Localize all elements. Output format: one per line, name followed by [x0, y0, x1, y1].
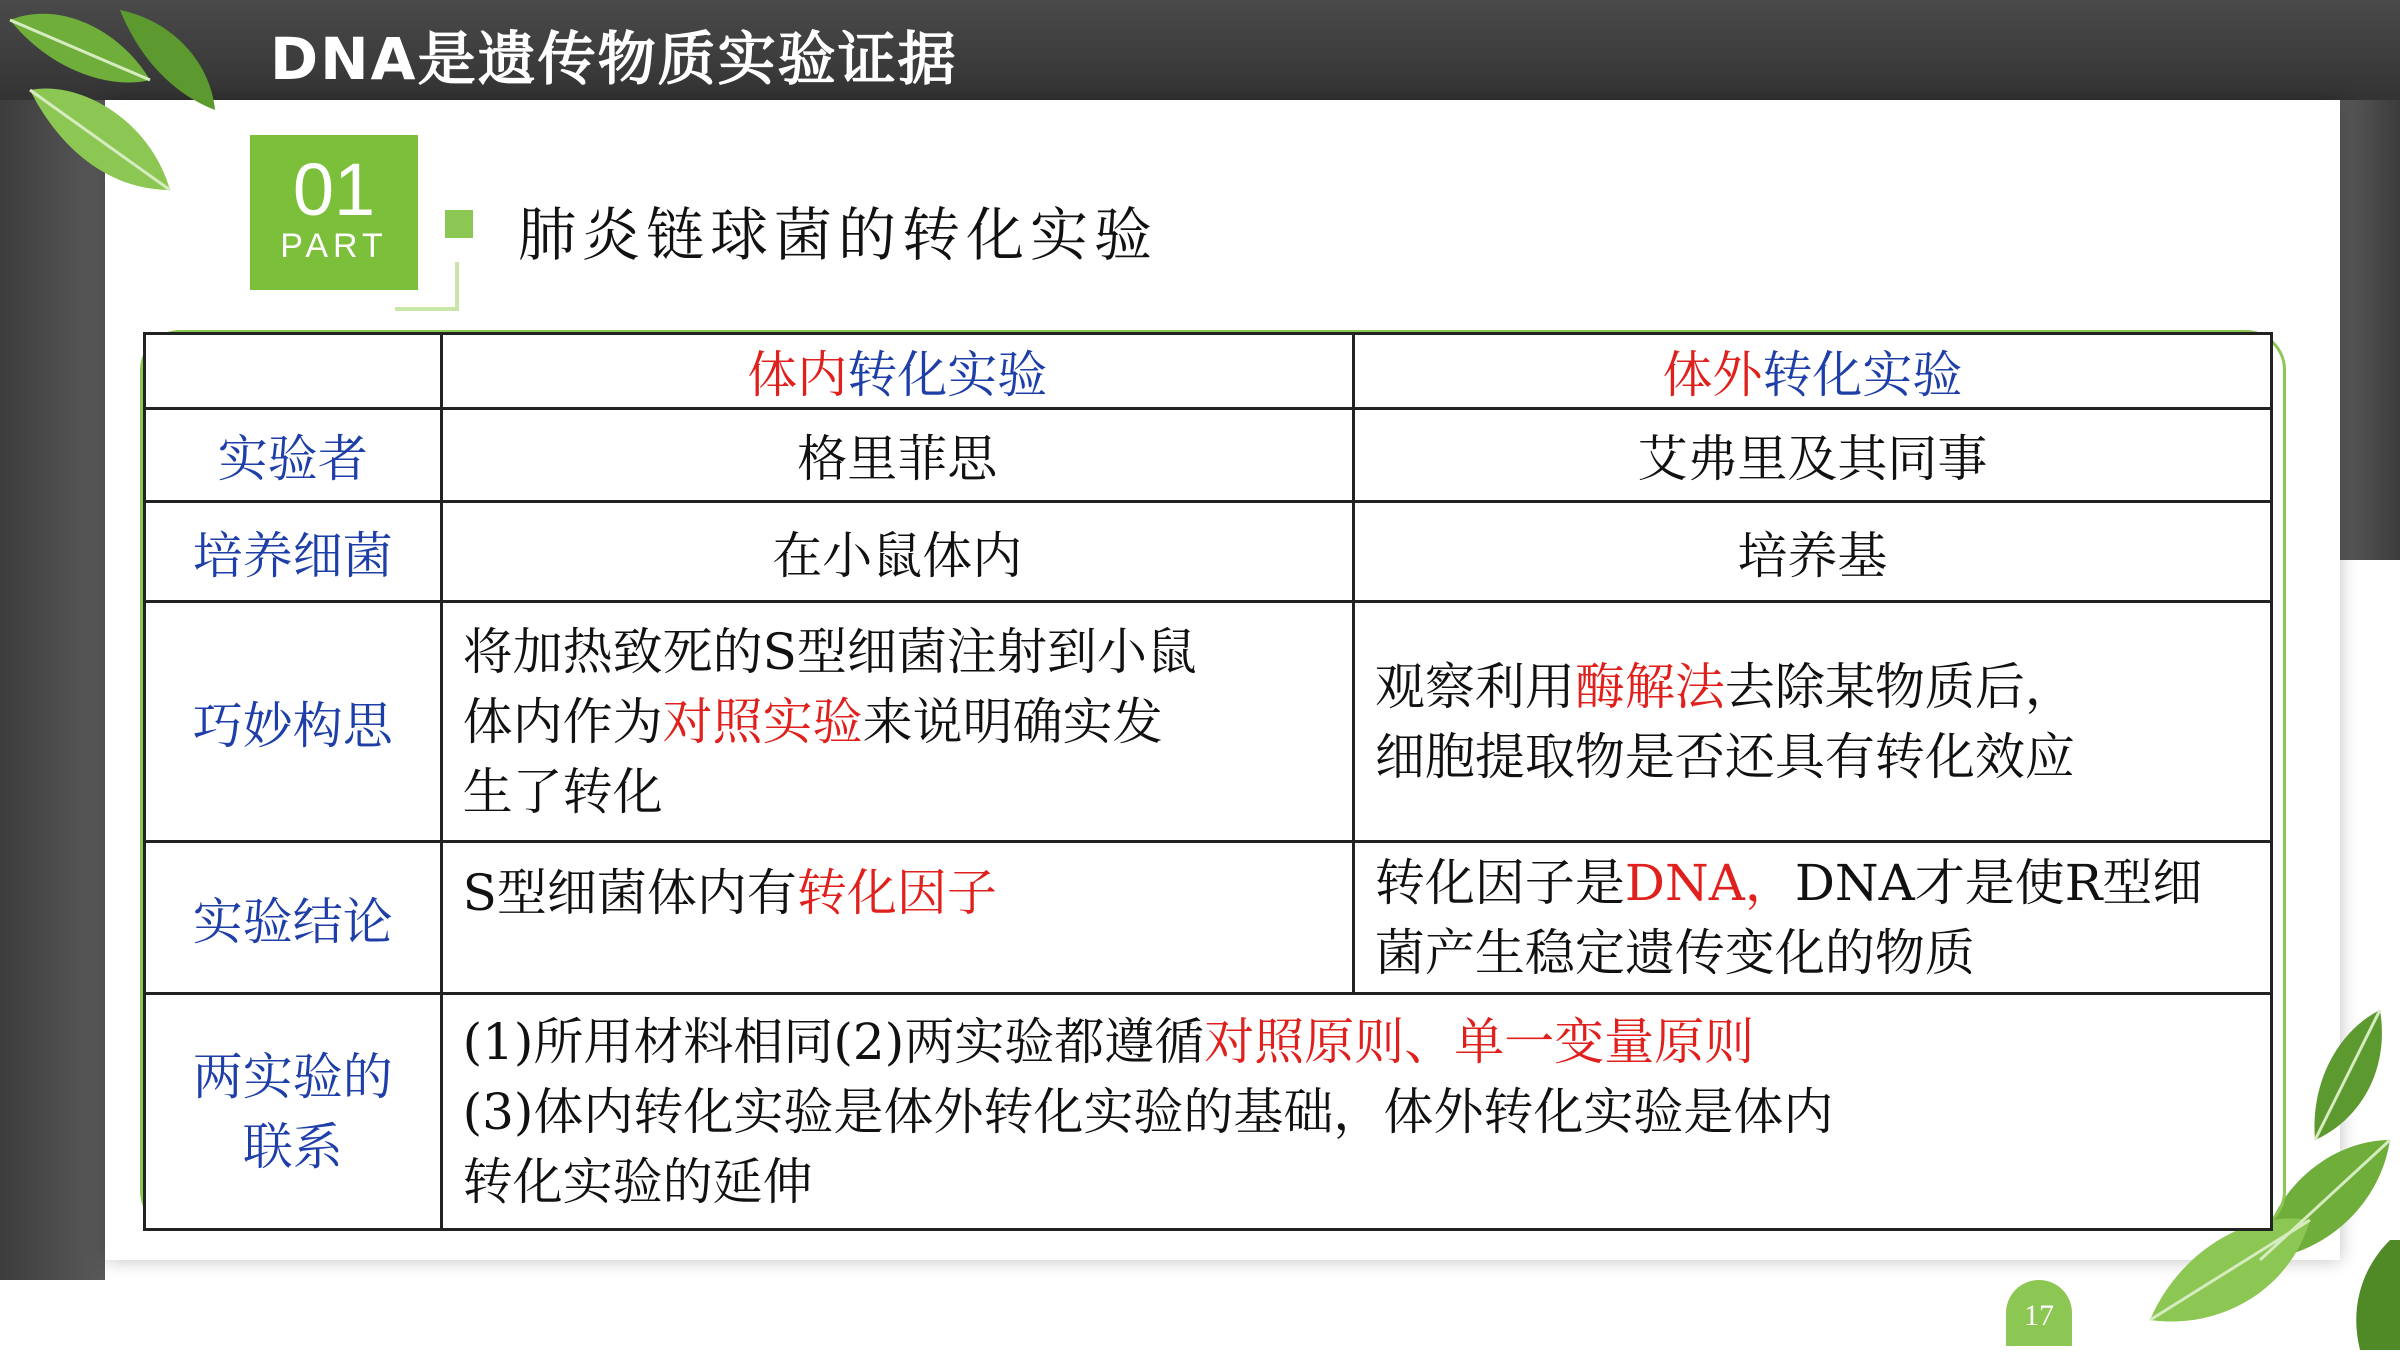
cell-in-vitro-design: 观察利用酶解法去除某物质后， 细胞提取物是否还具有转化效应 — [1353, 602, 2271, 842]
leaf-decoration-icon — [0, 0, 230, 240]
cell-in-vitro-experimenter: 艾弗里及其同事 — [1353, 409, 2271, 502]
cell-in-vivo-experimenter: 格里菲思 — [441, 409, 1353, 502]
row-label-culture: 培养细菌 — [145, 502, 442, 602]
part-number: 01 — [292, 148, 376, 231]
left-backdrop — [0, 100, 105, 1280]
row-label-experimenter: 实验者 — [145, 409, 442, 502]
section-title: 肺炎链球菌的转化实验 — [518, 201, 1159, 269]
part-word: PART — [280, 227, 388, 265]
cell-in-vivo-culture: 在小鼠体内 — [441, 502, 1353, 602]
header-in-vitro: 体外转化实验 — [1353, 334, 2271, 409]
square-bullet-icon — [445, 210, 473, 238]
row-label-design: 巧妙构思 — [145, 602, 442, 842]
cell-in-vivo-design: 将加热致死的S型细菌注射到小鼠 体内作为对照实验来说明确实发 生了转化 — [441, 602, 1353, 842]
right-backdrop — [2340, 100, 2400, 560]
table-row — [145, 994, 2272, 1230]
table-row — [145, 842, 2272, 994]
comparison-table — [143, 332, 2273, 1231]
cell-in-vitro-culture: 培养基 — [1353, 502, 2271, 602]
part-badge — [250, 135, 418, 290]
cell-in-vivo-conclusion: S型细菌体内有转化因子 — [441, 842, 1353, 994]
cell-relation: (1)所用材料相同(2)两实验都遵循对照原则、单一变量原则 (3)体内转化实验是体外转化实验的基础，体外转化实验是体内 转化实验的延伸 — [441, 994, 2271, 1230]
badge-outline — [395, 262, 459, 311]
row-label-conclusion: 实验结论 — [145, 842, 442, 994]
table-row — [145, 602, 2272, 842]
table-row — [145, 409, 2272, 502]
header-empty-cell — [145, 334, 442, 409]
table-header-row — [145, 334, 2272, 409]
cell-in-vitro-conclusion: 转化因子是DNA，DNA才是使R型细 菌产生稳定遗传变化的物质 — [1353, 842, 2271, 994]
page-number: 17 — [2006, 1280, 2072, 1346]
row-label-relation: 两实验的 联系 — [145, 994, 442, 1230]
header-in-vivo: 体内转化实验 — [441, 334, 1353, 409]
table-row — [145, 502, 2272, 602]
slide-title: DNA是遗传物质实验证据 — [270, 25, 958, 93]
